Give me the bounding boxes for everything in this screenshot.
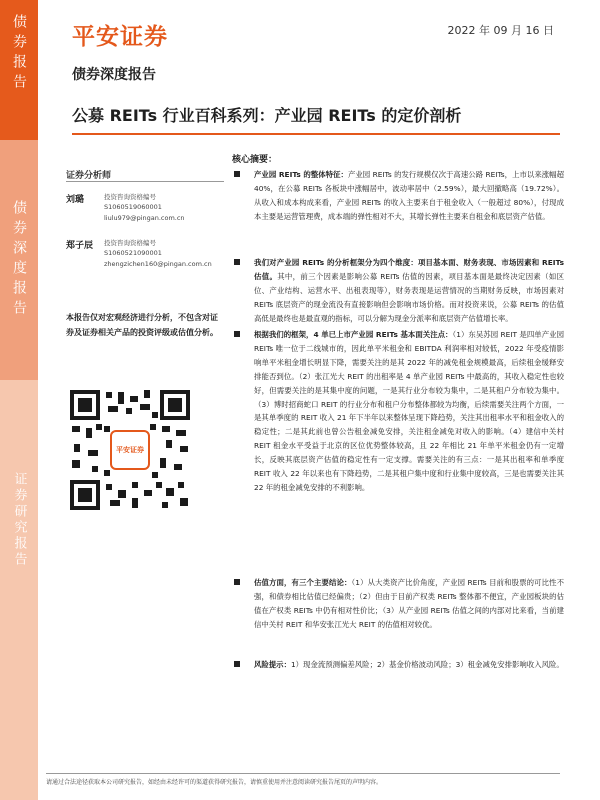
- side-banner-middle: [0, 140, 38, 380]
- analyst-license-number: S1060521090001: [104, 249, 162, 257]
- side-banner-bottom: [0, 380, 38, 800]
- bullet-text: 估值方面，有三个主要结论：（1）从大类资产比价角度，产业园 REITs 目前和股票的可比性不强，和债券相比估值已经偏贵；（2）但由于目前产权类 REITs 整体都不便宜，产业园板块的估值在产权类 REITs 中仍有相对性价比；（3）从产业园 REITs 估值之间的内部对比来看，当前建信中关村 REIT 和华安张江光大 REIT 的估值相对较优。: [254, 578, 564, 629]
- analyst-divider: [66, 181, 224, 182]
- bullet-text: 我们对产业园 REITs 的分析框架分为四个维度：项目基本面、财务表现、市场因素和 REITs 估值。其中，前三个因素是影响公募 REITs 估值的因素，项目基本面是最终决定因素（如区位、产业结构、运营水平、出租表现等），财务表现是运营情况的当期财务反映，市场因素对 REITs 底层资产的现金流没有直接影响但会影响市场价格。而对投资来说，公募 REITs 的估值高低是最终也是最直观的指标，可以分解为现金分派率和底层资产估值增长率。: [254, 258, 564, 323]
- side-label-report: 债券报告: [11, 14, 27, 94]
- bullet-text: 产业园 REITs 的整体特征：产业园 REITs 的发行规模仅次于高速公路 REITs，上市以来涨幅超 40%，在公募 REITs 各板块中涨幅居中，波动率居中（2.59%），最大回撤略高（19.72%）。从收入和成本构成来看，产业园 REITs 的收入主要来自于租金收入（一般超过 80%），付现成本主要是运营管理费，成本端的弹性相对不大，其增长弹性主要来自租金和底层资产估值。: [254, 170, 564, 221]
- analyst-license-label: 投资咨询资格编号: [104, 239, 156, 247]
- report-date: 2022 年 09 月 16 日: [447, 24, 554, 37]
- bullet-marker-icon: [234, 661, 240, 667]
- qr-logo-badge: [110, 430, 150, 470]
- title-divider: [72, 133, 560, 135]
- qr-code[interactable]: [66, 386, 194, 514]
- footer-notice: 请通过合法途径获取本公司研究报告，如经由未经许可的渠道获得研究报告，请慎重使用并注意阅读研究报告尾页的声明内容。: [46, 779, 383, 786]
- report-title: 公募 REITs 行业百科系列：产业园 REITs 的定价剖析: [72, 106, 462, 125]
- analyst-name: 刘璐: [66, 195, 85, 205]
- bullet-text: 风险提示：1）现金流预测偏差风险；2）基金价格波动风险；3）租金减免安排影响收入风险。: [254, 660, 564, 669]
- analyst-heading: 证券分析师: [66, 171, 112, 181]
- analyst-email[interactable]: liulu979@pingan.com.cn: [104, 214, 185, 222]
- summary-heading: 核心摘要：: [232, 155, 278, 165]
- analyst-name: 郑子辰: [66, 241, 94, 251]
- side-label-deep-report: 债券深度报告: [11, 200, 27, 320]
- bullet-text: 根据我们的框架，4 单已上市产业园 REITs 基本面关注点：（1）东吴苏园 REIT 是四单产业园 REITs 唯一位于二线城市的，因此单平米租金和 EBITDA 利润率相对较低，2022 年受疫情影响单平米租金增长明显下降，需要关注的是其 2022 年的减免租金规模最高，后续租金缓释安排能否到位。（2）张江光大 REIT 的出租率是 4 单产业园 REITs 中最高的，其收入稳定性也较好，但需要关注的是其集中度的问题，一是其行业分布较为集中，二是其租户分布较为集中。（3）博时招商蛇口 REIT 的行业分布和租户分布整体都较为均衡，后续需要关注两个方面，一是其单季度的 REIT 收入 21 年下半年以来整体呈现下降趋势，关注其出租率水平和租金收入的稳定性；二是其此前也曾公告租金减免安排，关注租金减免对收入的影响。（4）建信中关村 REIT 租金水平受益于北京的区位优势整体较高，且 22 年相比 21 年单平米租金仍有一定增长，反映其底层资产估值的稳定性有一定支撑。需要关注的有三点：一是其出租率和单季度 REIT 收入 22 年以来也有下降趋势，二是其租户集中度和行业集中度较高，三是也需要关注其 22 年的租金减免安排的不利影响。: [254, 330, 565, 492]
- bullet-marker-icon: [234, 579, 240, 585]
- side-label-research: 证券研究报告: [11, 472, 27, 568]
- analyst-license-label: 投资咨询资格编号: [104, 193, 156, 201]
- qr-badge-label: 平安证券: [116, 445, 144, 454]
- bullet-marker-icon: [234, 259, 240, 265]
- company-logo: 平安证券: [72, 24, 168, 50]
- side-banner: [0, 0, 38, 800]
- bullet-marker-icon: [234, 171, 240, 177]
- analyst-email[interactable]: zhengzichen160@pingan.com.cn: [104, 260, 212, 268]
- side-banner-top: [0, 0, 38, 140]
- footer-divider: [46, 773, 560, 774]
- report-type: 债券深度报告: [72, 67, 156, 83]
- analyst-license-number: S1060519060001: [104, 203, 162, 211]
- bullet-marker-icon: [234, 331, 240, 337]
- scope-disclaimer: 本报告仅对宏观经济进行分析，不包含对证券及证券相关产品的投资评级或估值分析。: [66, 313, 218, 337]
